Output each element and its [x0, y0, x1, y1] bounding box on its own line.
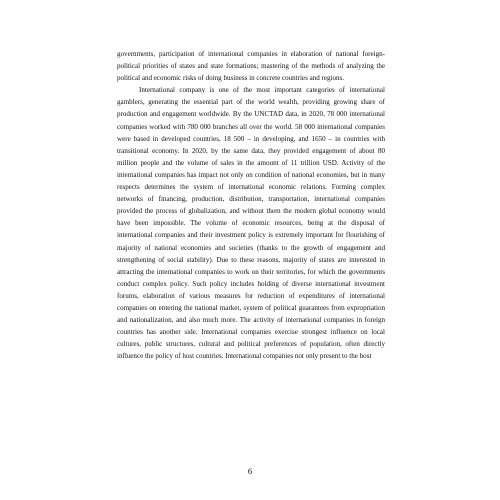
body-text	[117, 48, 385, 362]
paragraph-continuation: governments, participation of international companies in elaboration of national foreign-political priorities of states and state formations; mastering of the methods of analyzing the political and economic risks of doing business in concrete countries and regions.	[117, 50, 385, 83]
paragraph-international-company: International company is one of the most important categories of international gamblers, generating the essential part of the world wealth, providing growing share of production and engagement worldwide. By the UNCTAD data, in 2020, 78 000 international companies worked with 780 000 branches all over the world. 58 000 international companies were based in developed countries, 18 500 – in developing, and 1650 – in countries with transitional economy. In 2020, by the same data, they provided engagement of about 80 million people and the volume of sales in the amount of 11 trillion USD. Activity of the international companies has impact not only on condition of national economies, but in many respects determines the system of international economic relations. Forming complex networks of financing, production, distribution, transportation, international companies provided the process of globalization, and without them the modern global economy would have been impossible. The volume of economic resources, being at the disposal of international companies and their investment policy is extremely important for flourishing of majority of national economies and societies (thanks to the growth of engagement and strengthening of social stability). Due to these reasons, majority of states are interested in attracting the international companies to work on their territories, for which the governments conduct complex policy. Such policy includes holding of diverse international investment forums, elaboration of various measures for reduction of expenditures of international companies on entering the national market, system of political guarantees from expropriation and nationalization, and also much more. The activity of international companies in foreign countries has another side. International companies exercise strongest influence on local cultures, public structures, cultural and political preferences of population, often directly influence the policy of host countries. International companies not only present to the host	[117, 86, 385, 361]
page-number: 6	[247, 466, 253, 476]
